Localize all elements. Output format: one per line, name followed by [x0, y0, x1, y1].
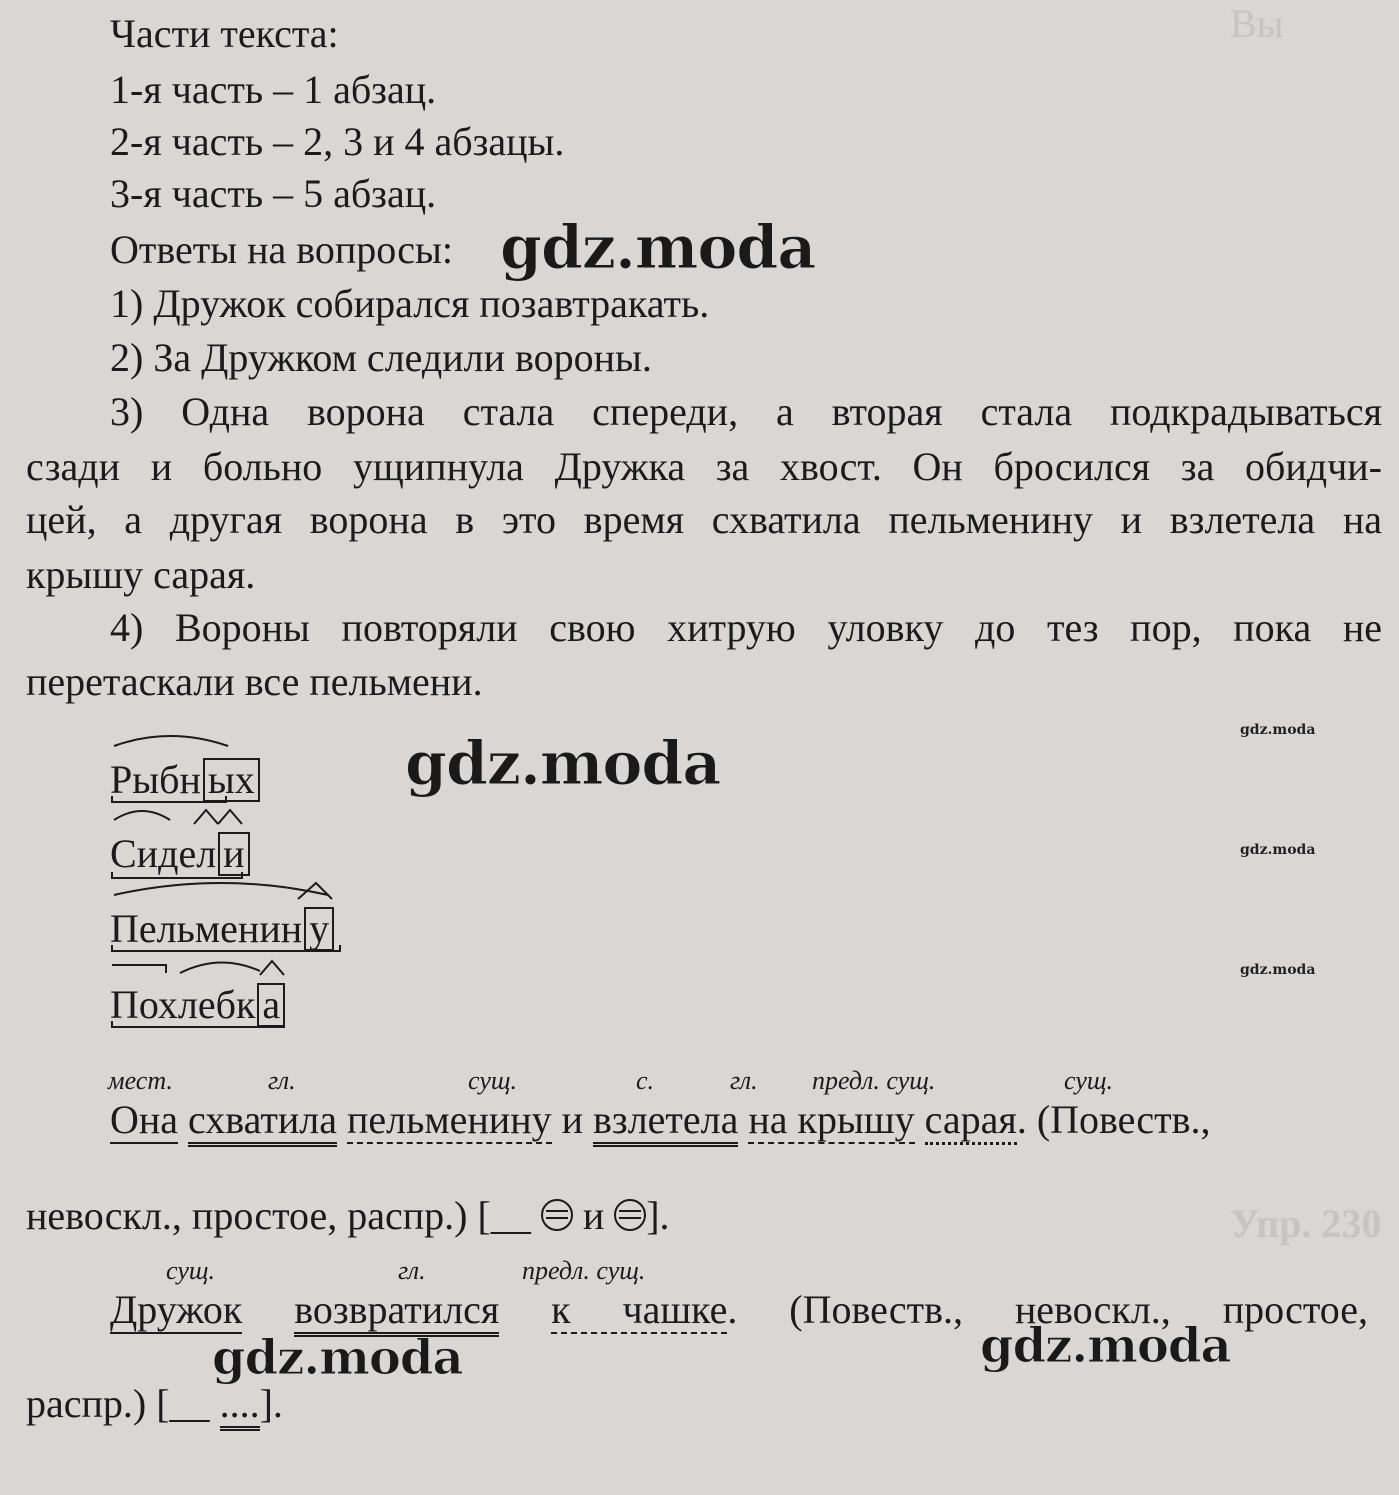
watermark: gdz.moda [405, 729, 721, 799]
pos-label: гл. [398, 1256, 426, 1285]
scheme-predicate: .... [220, 1381, 260, 1431]
scheme-text: распр.) [__ [26, 1381, 210, 1426]
morph-stem: Пельменин [110, 906, 303, 951]
sentence-tail: . (Повеств., невоскл., простое, [727, 1287, 1369, 1332]
adverbial: к чашке [551, 1287, 728, 1332]
bleed-text: Вы [1230, 1, 1284, 46]
answer-4-line-1: 4) Вороны повторяли свою хитрую уловку до тез пор, пока не [110, 605, 1382, 650]
morph-ending: у [304, 907, 334, 951]
subject: Она [110, 1097, 179, 1142]
conjunction: и [561, 1097, 584, 1142]
bleed-text: Упр. 230 [1230, 1201, 1382, 1246]
answer-3-line-1: 3) Одна ворона стала спереди, а вторая стала подкрадываться [110, 389, 1382, 434]
predicate-circle-icon [614, 1199, 646, 1231]
morph-ending: и [218, 832, 249, 876]
watermark: gdz.moda [212, 1330, 463, 1386]
predicate: возвратился [294, 1287, 499, 1337]
morph-word [110, 832, 250, 876]
sentence-1-line-2 [26, 1193, 670, 1238]
sentence-tail: . (Повеств., [1016, 1097, 1211, 1142]
pos-label: мест. [108, 1066, 173, 1095]
attribute: сарая [925, 1097, 1017, 1145]
answer-3-line-2: сзади и больно ущипнула Дружка за хвост. Он бросился за обидчи- [26, 444, 1382, 489]
morph-stem: Сидел [110, 831, 217, 876]
pos-label: гл. [268, 1066, 296, 1095]
scheme-conj: и [582, 1193, 605, 1238]
morph-marks [110, 963, 370, 1023]
pos-label: гл. [730, 1066, 758, 1095]
morph-marks [110, 812, 310, 872]
answer-1: 1) Дружок собирался позавтракать. [110, 281, 710, 326]
part-2: 2-я часть – 2, 3 и 4 абзацы. [110, 119, 565, 164]
adverbial: на крышу [748, 1097, 915, 1142]
watermark-small: gdz.moda [1240, 962, 1316, 978]
morph-word [110, 758, 260, 802]
watermark: gdz.moda [980, 1318, 1231, 1374]
pos-label: предл. сущ. [812, 1066, 936, 1095]
sentence-2-line-2 [26, 1381, 283, 1426]
part-1: 1-я часть – 1 абзац. [110, 67, 437, 112]
watermark-small: gdz.moda [1240, 722, 1316, 738]
parts-title: Части текста: [110, 11, 339, 56]
answer-2: 2) За Дружком следили вороны. [110, 335, 652, 380]
predicate: взлетела [593, 1097, 738, 1147]
pos-label: сущ. [166, 1256, 216, 1285]
predicate: схватила [188, 1097, 337, 1147]
watermark-small: gdz.moda [1240, 842, 1316, 858]
answer-4-line-2: перетаскали все пельмени. [26, 659, 483, 704]
morph-word [110, 907, 334, 951]
answer-3-line-4: крышу сарая. [26, 552, 256, 597]
morph-ending: а [257, 983, 285, 1027]
scheme-text: невоскл., простое, распр.) [__ [26, 1193, 531, 1238]
morph-marks [110, 887, 410, 947]
answers-title: Ответы на вопросы: [110, 227, 454, 272]
sentence-2-line-1 [110, 1287, 1369, 1332]
watermark: gdz.moda [500, 213, 816, 283]
pos-label: сущ. [1064, 1066, 1114, 1095]
sentence-1-line-1 [110, 1097, 1211, 1142]
scheme-close: ]. [646, 1193, 670, 1238]
morph-word [110, 983, 285, 1027]
pos-label: предл. сущ. [522, 1256, 646, 1285]
predicate-circle-icon [541, 1199, 573, 1231]
pos-label: с. [636, 1066, 655, 1095]
part-3: 3-я часть – 5 абзац. [110, 171, 437, 216]
object: пельменину [346, 1097, 552, 1142]
scheme-close: ]. [259, 1381, 283, 1426]
morph-ending: ых [203, 758, 260, 802]
morph-stem: Похлебк [110, 982, 256, 1027]
subject: Дружок [110, 1287, 243, 1332]
answer-3-line-3: цей, а другая ворона в это время схватила пельменину и взлетела на [26, 497, 1382, 542]
pos-label: сущ. [468, 1066, 518, 1095]
morph-marks [110, 738, 310, 798]
morph-stem: Рыбн [110, 757, 201, 802]
